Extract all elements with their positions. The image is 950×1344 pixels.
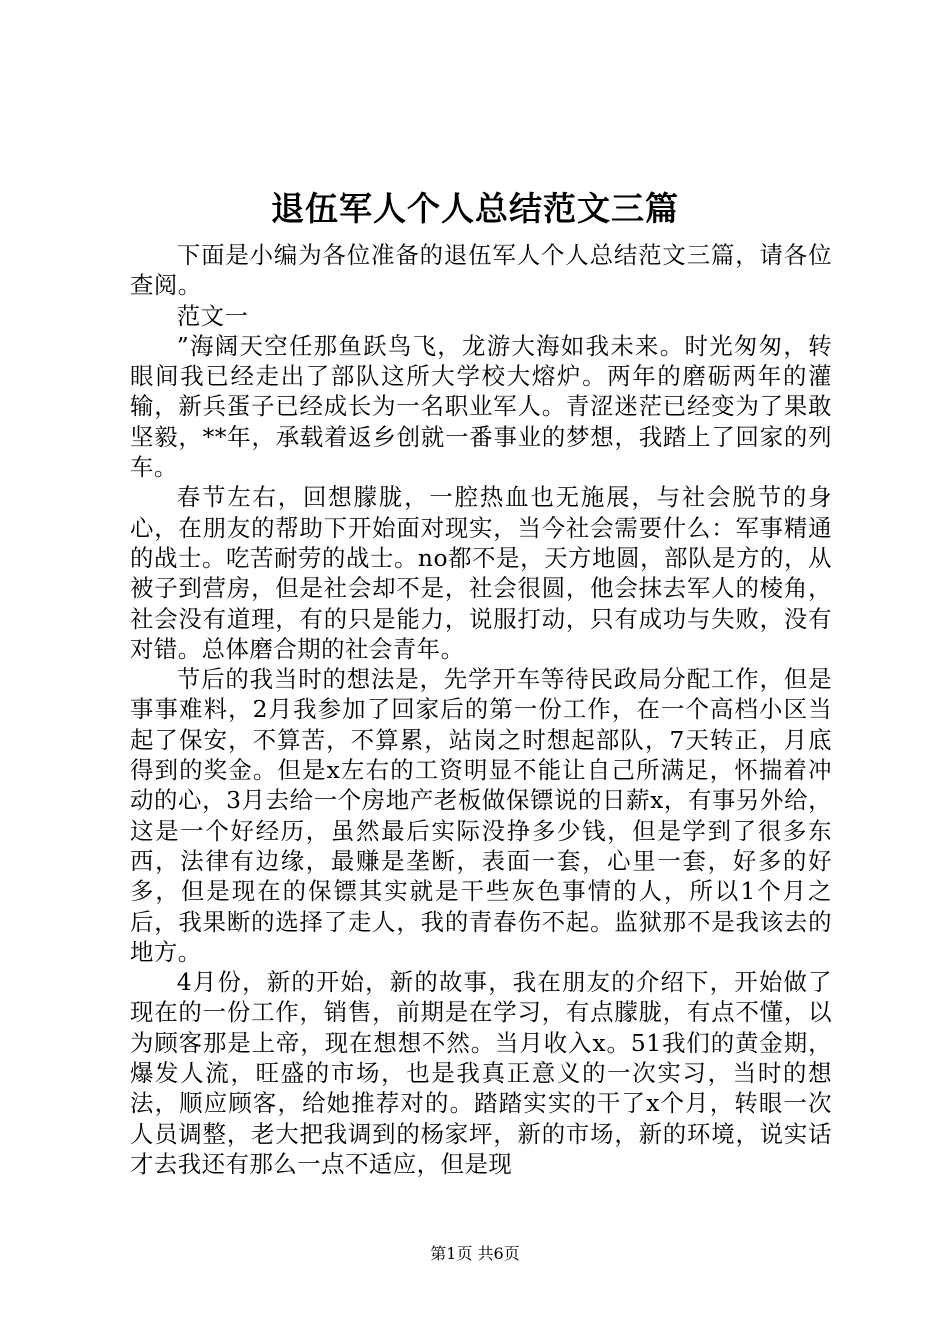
paragraph: 节后的我当时的想法是，先学开车等待民政局分配工作，但是事事难料，2月我参加了回家后的第一份工作，在一个高档小区当起了保安，不算苦，不算累，站岗之时想起部队，7天转正，月底得到的奖金。但是x左右的工资明显不能让自己所满足，怀揣着冲动的心，3月去给一个房地产老板做保镖说的日薪x，有事另外给，这是一个好经历，虽然最后实际没挣多少钱，但是学到了很多东西，法律有边缘，最赚是垄断，表面一套，心里一套，好多的好多，但是现在的保镖其实就是干些灰色事情的人，所以1个月之后，我果断的选择了走人，我的青春伤不起。监狱那不是我该去的地方。 bbox=[130, 665, 832, 966]
document-body bbox=[130, 240, 832, 1179]
paragraph-intro: 下面是小编为各位准备的退伍军人个人总结范文三篇，请各位查阅。 bbox=[130, 241, 832, 300]
document-title: 退伍军人个人总结范文三篇 bbox=[271, 189, 679, 228]
paragraph: ”海阔天空任那鱼跃鸟飞，龙游大海如我未来。时光匆匆，转眼间我已经走出了部队这所大学校大熔炉。两年的磨砺两年的灌输，新兵蛋子已经成长为一名职业军人。青涩迷茫已经变为了果敢坚毅，**年，承载着返乡创就一番事业的梦想，我踏上了回家的列车。 bbox=[130, 331, 832, 482]
page-footer: 第1页 共6页 bbox=[430, 1244, 520, 1263]
paragraph-heading-sample-one: 范文一 bbox=[176, 301, 249, 330]
paragraph: 4月份，新的开始，新的故事，我在朋友的介绍下，开始做了现在的一份工作，销售，前期是在学习，有点朦胧，有点不懂，以为顾客那是上帝，现在想想不然。当月收入x。51我们的黄金期，爆发人流，旺盛的市场，也是我真正意义的一次实习，当时的想法，顺应顾客，给她推荐对的。踏踏实实的干了x个月，转眼一次人员调整，老大把我调到的杨家坪，新的市场，新的环境，说实话才去我还有那么一点不适应，但是现 bbox=[130, 968, 832, 1178]
paragraph: 春节左右，回想朦胧，一腔热血也无施展，与社会脱节的身心，在朋友的帮助下开始面对现实，当今社会需要什么：军事精通的战士。吃苦耐劳的战士。no都不是，天方地圆，部队是方的，从被子到营房，但是社会却不是，社会很圆，他会抹去军人的棱角，社会没有道理，有的只是能力，说服打动，只有成功与失败，没有对错。总体磨合期的社会青年。 bbox=[130, 483, 832, 663]
